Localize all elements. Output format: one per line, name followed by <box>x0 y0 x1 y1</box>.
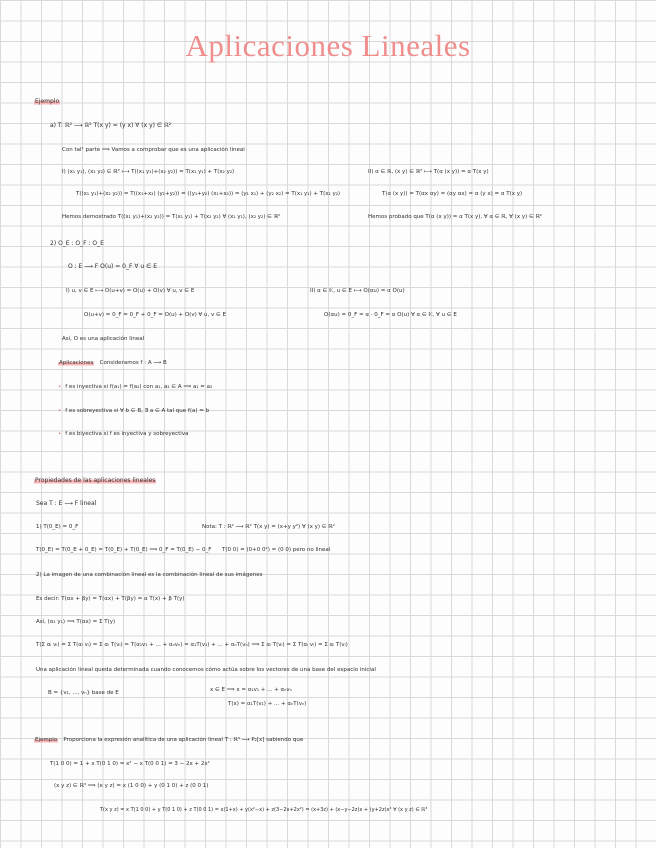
property-3-vector: x ∈ E ⟹ x = α₁v₁ + ... + αₙvₙ <box>210 687 292 693</box>
example-1-part-i: I) (x₁ y₁), (x₂ y₂) ∈ ℝ² ⟼ T((x₁ y₁)+(x₂ y₂)) = T(x₁ y₁) + T(x₂ y₂) <box>62 169 235 175</box>
example-1-part-i-conclusion: Hemos demostrado T((x₁ y₁)+(x₂ y₂)) = T(x₁ y₁) + T(x₂ y₂) ∀ (x₁ y₁), (x₂ y₂) ∈ ℝ² <box>62 214 281 220</box>
property-1-proof: T(0_E) = T(0_E + 0_E) = T(0_E) + T(0_E) ⟹ 0_F = T(0_E) − 0_F <box>36 547 212 553</box>
property-3-base: B = {v₁, ..., vₙ} base de E <box>48 690 119 696</box>
example-2-part-i: I) u, v ∈ E ⟼ O(u+v) = O(u) + O(v) ∀ u, v ∈ E <box>66 288 195 294</box>
example-3-decomposition: (x y z) ∈ ℝ³ ⟹ (x y z) = x (1 0 0) + y (0 1 0) + z (0 0 1) <box>54 783 209 789</box>
example-1-part-ii-conclusion: Hemos probado que T(α (x y)) = α T(x y), ∀ α ∈ ℝ, ∀ (x y) ∈ ℝ² <box>368 214 543 220</box>
bullet-inyectiva-text: f es inyectiva si f(a₁) = f(a₂) con a₁, a₂ ∈ A ⟹ a₁ = a₂ <box>65 384 213 390</box>
aplicaciones-text: Consideramos f : A ⟶ B <box>99 360 167 366</box>
bullet-icon: • <box>58 408 62 414</box>
example-2-part-ii: II) α ∈ 𝕂, u ∈ E ⟼ O(αu) = α O(u) <box>310 288 405 294</box>
page-title: Aplicaciones Lineales <box>185 28 471 63</box>
property-3-image: T(x) = α₁T(v₁) + ... + αₙT(vₙ) <box>228 701 307 707</box>
bullet-inyectiva <box>58 383 212 391</box>
bullet-sobreyectiva-text: f es sobreyectiva si ∀ b ∈ B, ∃ a ∈ A tal que f(a) = b <box>65 408 210 414</box>
propiedades-sea: Sea T : E ⟶ F lineal <box>36 500 97 507</box>
property-2: 2) La imagen de una combinación lineal es la combinación lineal de sus imágenes <box>36 572 263 578</box>
bullet-biyectiva-text: f es biyectiva si f es inyectiva y sobreyectiva <box>65 431 189 437</box>
bullet-icon: • <box>58 431 62 437</box>
example-2: 2) O_E : O_F : O_E <box>50 240 104 247</box>
example-2-part-i-proof: O(u+v) = 0_F = 0_F + 0_F = O(u) + O(v) ∀ u, v ∈ E <box>84 312 226 318</box>
example-3-text: Proporciona la expresión analítica de una aplicación lineal T : ℝ³ ⟶ P₂[x] sabiendo que <box>63 737 304 743</box>
example-3-given: T(1 0 0) = 1 + x T(0 1 0) = x² − x T(0 0 1) = 3 − 2x + 2x² <box>50 761 210 767</box>
example-1a: a) T: ℝ² ⟶ ℝ² T(x y) = (y x) ∀ (x y) ∈ ℝ² <box>50 122 172 129</box>
heading-text: Propiedades de las aplicaciones lineales <box>35 477 156 484</box>
aplicaciones-line <box>58 359 167 367</box>
example-3-result: T(x y z) = x T(1 0 0) + y T(0 1 0) + z T(0 0 1) = x(1+x) + y(x²−x) + z(3−2x+2x²) = (x+3z) + (x−y−2z)x + (y+2z)x² ∀ (x y z) ∈ ℝ³ <box>100 807 428 813</box>
property-1-note-detail: T(0 0) = (0+0 0²) = (0 0) pero no lineal <box>222 547 331 553</box>
property-2-sum: Así, (α₁ y₁) ⟹ T(αx) = Σ T(y) <box>36 619 116 625</box>
example-3-line <box>34 736 303 744</box>
example-1-part-ii: II) α ∈ ℝ, (x y) ∈ ℝ² ⟼ T(α (x y)) = α T(x y) <box>368 169 489 175</box>
property-2-general: T(Σ αᵢ vᵢ) = Σ T(αᵢ vᵢ) = Σ αᵢ T(vᵢ) = T(α₁v₁ + ... + αₙvₙ) = α₁T(v₁) + ... + αₙT(vₙ) ⟹ Σ αᵢ T(vᵢ) = Σ T(αᵢ vᵢ) = Σ αᵢ T(vᵢ) <box>36 642 348 648</box>
bullet-sobreyectiva <box>58 407 209 415</box>
example-1-part-ii-proof: T(α (x y)) = T(αx αy) = (αy αx) = α (y x) = α T(x y) <box>382 191 523 197</box>
property-3: Una aplicación lineal queda determinada cuando conocemos cómo actúa sobre los vectores de una base del espacio inicial <box>36 667 376 673</box>
bullet-biyectiva <box>58 430 188 438</box>
property-1-note: Nota: T : ℝ² ⟶ ℝ² T(x y) = (x+y y²) ∀ (x y) ∈ ℝ² <box>202 524 335 530</box>
example-3-heading: Ejemplo <box>35 737 58 743</box>
section-heading-propiedades <box>34 477 156 485</box>
property-2-detail: Es decir: T(αx + βy) = T(αx) + T(βy) = α T(x) + β T(y) <box>36 596 185 602</box>
example-2-definition: O : E ⟶ F O(u) = 0_F ∀ u ∈ E <box>68 263 157 270</box>
property-1: 1) T(0_E) = 0_F <box>36 524 79 530</box>
example-1-part-i-proof: T((x₁ y₁)+(x₂ y₂)) = T((x₁+x₂) (y₁+y₂)) = ((y₁+y₂) (x₁+x₂)) = (y₁ x₁) + (y₂ x₂) = T(x₁ y₁) + T(x₂ y₂) <box>76 191 341 197</box>
example-2-conclusion: Así, O es una aplicación lineal <box>62 336 145 342</box>
aplicaciones-heading: Aplicaciones <box>59 360 94 366</box>
section-heading-ejemplo-1 <box>34 98 60 106</box>
heading-text: Ejemplo <box>35 98 60 105</box>
example-1-note: Con tal¹ parte ⟹ Vamos a comprobar que es una aplicación lineal <box>62 147 245 153</box>
example-2-part-ii-proof: O(αu) = 0_F = α · 0_F = α O(u) ∀ α ∈ 𝕂, ∀ u ∈ E <box>324 312 457 318</box>
bullet-icon: • <box>58 384 62 390</box>
